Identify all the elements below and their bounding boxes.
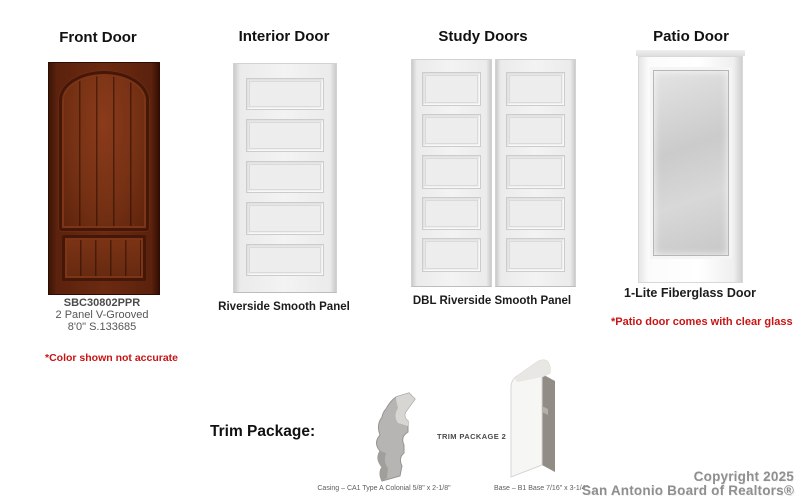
trim-package-name: TRIM PACKAGE 2: [437, 432, 507, 441]
casing-profile-image: [371, 390, 425, 484]
door-panel: [506, 72, 565, 106]
patio-door-caption: 1-Lite Fiberglass Door: [624, 286, 756, 300]
front-door-arch-panel: [59, 71, 149, 231]
base-caption: Base – B1 Base 7/16" x 3-1/4": [493, 485, 589, 492]
interior-door-image: [233, 63, 337, 293]
door-panel: [422, 197, 481, 231]
front-door-model: SBC30802PPR: [63, 297, 141, 309]
patio-door-image: [638, 56, 743, 283]
door-panel: [506, 238, 565, 272]
door-panel: [422, 238, 481, 272]
patio-door-glass: [653, 70, 729, 256]
door-panel: [246, 119, 324, 151]
front-door-size: 8'0" S.133685: [67, 321, 137, 333]
front-door-image: [48, 62, 160, 295]
door-panel: [422, 72, 481, 106]
study-door-left-image: [411, 59, 492, 287]
door-panel: [422, 155, 481, 189]
copyright-line2: San Antonio Board of Realtors®: [582, 483, 794, 498]
front-door-color-note: *Color shown not accurate: [45, 352, 179, 364]
interior-door-caption: Riverside Smooth Panel: [218, 301, 350, 313]
door-panel: [246, 78, 324, 110]
door-panel: [506, 114, 565, 148]
front-door-title: Front Door: [59, 29, 137, 46]
door-panel: [246, 161, 324, 193]
door-panel: [246, 244, 324, 276]
door-panel: [506, 155, 565, 189]
study-door-right-image: [495, 59, 576, 287]
study-doors-caption: DBL Riverside Smooth Panel: [412, 295, 572, 307]
front-door-style: 2 Panel V-Grooved: [55, 309, 149, 321]
interior-door-title: Interior Door: [238, 28, 330, 45]
door-panel: [422, 114, 481, 148]
front-door-bottom-panel: [62, 235, 146, 281]
trim-package-label: Trim Package:: [210, 423, 316, 440]
patio-door-title: Patio Door: [653, 28, 729, 45]
casing-caption: Casing – CA1 Type A Colonial 5/8" x 2-1/8": [317, 485, 451, 492]
copyright-line1: Copyright 2025: [693, 469, 794, 484]
copyright-watermark: [582, 470, 794, 498]
patio-door-glass-note: *Patio door comes with clear glass: [611, 316, 793, 328]
door-panel: [246, 202, 324, 234]
base-profile-image: [504, 351, 560, 482]
door-panel: [506, 197, 565, 231]
study-doors-title: Study Doors: [438, 28, 528, 45]
